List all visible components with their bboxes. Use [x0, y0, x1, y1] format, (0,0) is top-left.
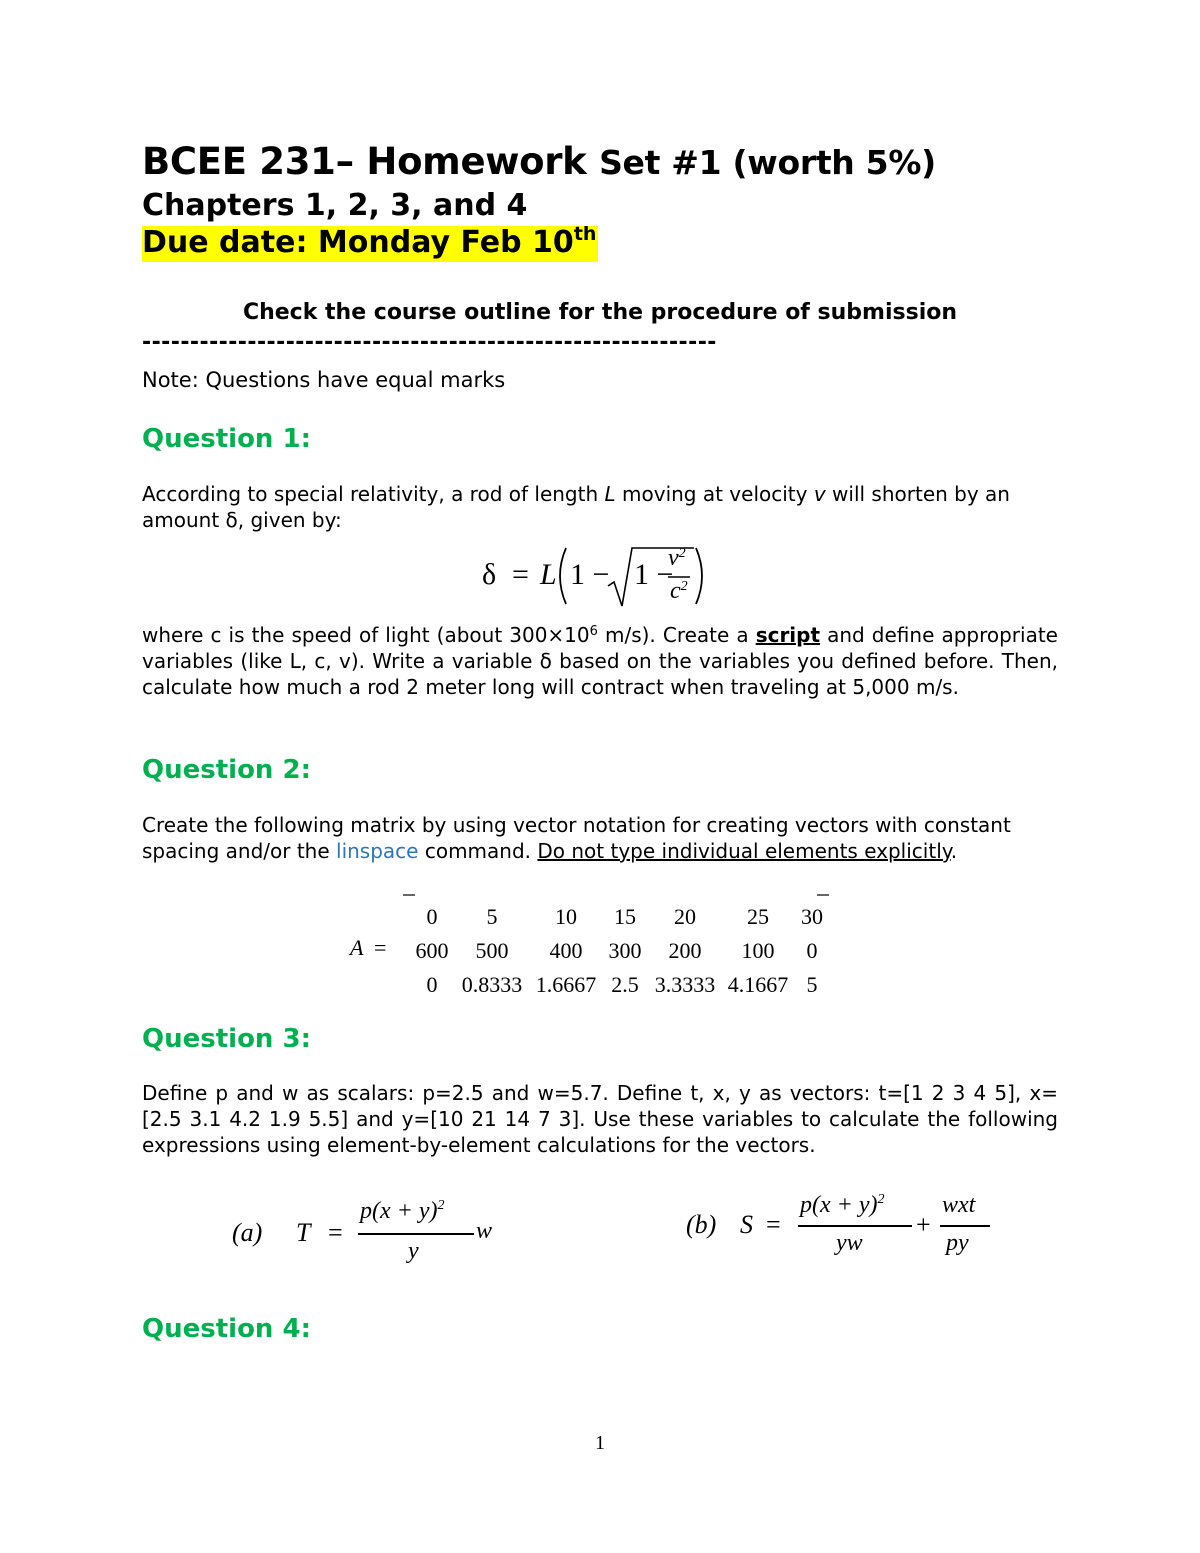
q1-body-text-c: and define appropriate variables (like L, c, v). Write a variable δ based on the variables you defined before. Then, calculate how much a rod 2 meter long will contract when traveling at 5,000 m/s. [142, 623, 1058, 699]
formula-b-numerator-1 [800, 1192, 884, 1219]
q2-underlined-text: Do not type individual elements explicitly [537, 839, 951, 863]
question-1-intro [142, 481, 1058, 533]
matrix-cell: 5 [806, 972, 818, 997]
q1-script-word: script [755, 623, 821, 647]
matrix-cell: 3.3333 [654, 972, 716, 997]
formula-a-var: T [296, 1218, 311, 1247]
matrix-equals: = [374, 935, 387, 960]
eq-den-c: c [670, 578, 681, 604]
matrix-cell: 0 [426, 904, 438, 929]
matrix-cell: 500 [475, 938, 509, 963]
q2-body-text-a: Create the following matrix by using vector notation for creating vectors with constant spacing and/or the [142, 813, 1011, 863]
question-3-body: Define p and w as scalars: p=2.5 and w=5.7. Define t, x, y as vectors: t=[1 2 3 4 5], x=[2.5 3.1 4.2 1.9 5.5] and y=[10 21 14 7 3]. Use these variables to calculate the following expressions using element-by-element calculations for the vectors. [142, 1081, 1058, 1157]
eq-one-minus: 1 − [570, 558, 610, 591]
formula-a-denominator: y [408, 1238, 419, 1264]
formula-a-tail: w [476, 1218, 493, 1244]
formula-b-exp: 2 [877, 1192, 885, 1207]
matrix-cell: 20 [674, 904, 696, 929]
matrix-cell: 1.6667 [535, 972, 597, 997]
matrix-cell: 200 [668, 938, 702, 963]
formula-a-label: (a) [232, 1218, 263, 1247]
matrix-cell: 0 [806, 938, 818, 963]
question-1-heading: Question 1: [142, 424, 311, 454]
submission-note: Check the course outline for the procedure of submission [242, 300, 958, 325]
q1-intro-text-a: According to special relativity, a rod of length [142, 482, 605, 506]
matrix-label: A [350, 935, 364, 960]
q1-intro-var-v: v [813, 482, 826, 506]
q1-body-exp: 6 [589, 624, 598, 639]
formula-b-denominator-2: py [946, 1230, 969, 1256]
question-2-body [142, 812, 1058, 864]
question-1-body [142, 622, 1058, 700]
eq-inner-one-minus: 1 − [634, 558, 674, 591]
eq-num-exp: 2 [678, 546, 686, 561]
q1-body-text-b: m/s). Create a [597, 623, 756, 647]
matrix-A [340, 892, 860, 1002]
q2-body-text-b: command. [418, 839, 538, 863]
matrix-cell: 0.8333 [461, 972, 523, 997]
matrix-cell: 100 [741, 938, 775, 963]
question-2-heading: Question 2: [142, 755, 311, 785]
formula-b-label: (b) [686, 1210, 717, 1239]
formula-b-bar-1 [798, 1225, 912, 1227]
formula-a-equals: = [328, 1218, 343, 1247]
due-date [142, 223, 598, 262]
chapters-line: Chapters 1, 2, 3, and 4 [142, 188, 528, 223]
dashed-divider: ------------------------------------------------------------ [142, 330, 717, 355]
document-title [142, 140, 936, 183]
formula-b-equals: = [766, 1210, 781, 1239]
eq-denominator [670, 578, 688, 605]
q2-body-text-c: . [950, 839, 958, 863]
due-date-label: Due date: Monday Feb 10 [142, 225, 574, 260]
formula-b-var: S [740, 1210, 753, 1239]
matrix-cell: 25 [747, 904, 769, 929]
eq-delta: δ [482, 558, 497, 591]
matrix-cell: 300 [608, 938, 642, 963]
eq-den-exp: 2 [680, 579, 688, 594]
question-3-heading: Question 3: [142, 1024, 311, 1054]
matrix-cell: 4.1667 [727, 972, 789, 997]
page-number: 1 [595, 1432, 605, 1454]
matrix-cell: 0 [426, 972, 438, 997]
formula-a-num-text: p(x + y) [360, 1198, 438, 1224]
marks-note: Note: Questions have equal marks [142, 368, 506, 392]
q2-linspace-word: linspace [336, 839, 419, 863]
relativity-equation [482, 540, 722, 612]
title-main: BCEE 231– Homework [142, 140, 587, 183]
formula-b-numerator-2: wxt [942, 1192, 976, 1218]
matrix-cell: 400 [549, 938, 583, 963]
matrix-cell: 2.5 [611, 972, 639, 997]
q1-body-text-a: where c is the speed of light (about 300×10 [142, 623, 590, 647]
due-date-suffix: th [573, 223, 597, 245]
formula-b [686, 1192, 1006, 1278]
formula-b-plus: + [916, 1210, 931, 1239]
matrix-cell: 10 [555, 904, 577, 929]
formula-a-numerator [360, 1198, 444, 1225]
q1-intro-var-L: L [604, 482, 616, 506]
matrix-cell: 5 [486, 904, 498, 929]
q1-intro-text-c: will shorten by an amount δ, given by: [142, 482, 1010, 532]
matrix-cell: 30 [801, 904, 823, 929]
title-rest: Set #1 (worth 5%) [599, 143, 936, 182]
eq-equals: = [512, 558, 529, 591]
matrix-cell: 600 [415, 938, 449, 963]
eq-num-v: v [668, 545, 679, 571]
formula-b-bar-2 [940, 1225, 990, 1227]
formula-a-exp: 2 [437, 1198, 445, 1213]
formula-b-denominator-1: yw [836, 1230, 863, 1256]
eq-numerator [668, 545, 686, 572]
eq-L: L [540, 558, 557, 591]
matrix-cell: 15 [614, 904, 636, 929]
q1-intro-text-b: moving at velocity [615, 482, 814, 506]
question-4-heading: Question 4: [142, 1314, 311, 1344]
formula-a [232, 1198, 512, 1278]
formula-b-num1-text: p(x + y) [800, 1192, 878, 1218]
formula-a-bar [358, 1233, 474, 1235]
